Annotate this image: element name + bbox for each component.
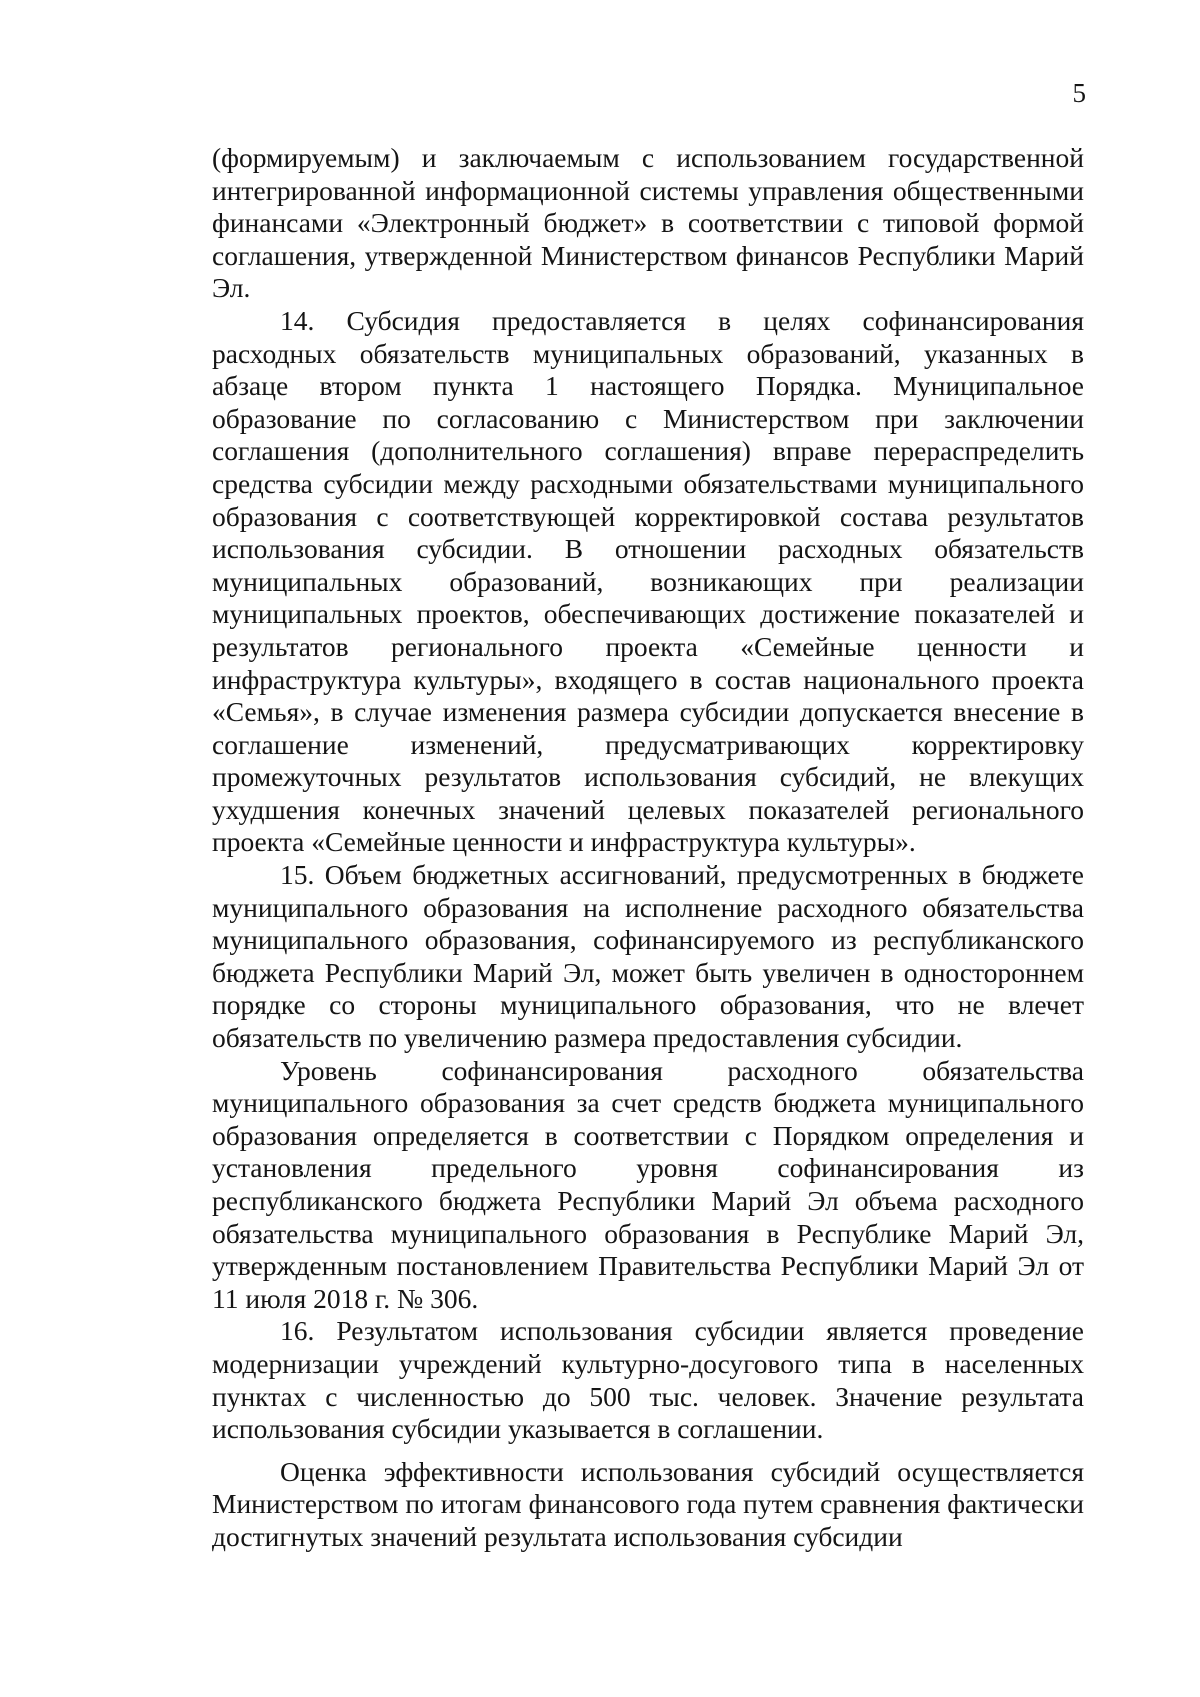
paragraph-item-15: 15. Объем бюджетных ассигнований, предусмотренных в бюджете муниципального образования на исполнение расходного обязательства муниципального образования, софинансируемого из республиканского бюджета Республики Марий Эл, может быть увеличен в одностороннем порядке со стороны муниципального образования, что не влечет обязательств по увеличению размера предоставления субсидии.	[212, 859, 1084, 1054]
page-number: 5	[1072, 78, 1086, 108]
paragraph-efficiency-evaluation: Оценка эффективности использования субсидий осуществляется Министерством по итогам финансового года путем сравнения фактически достигнутых значений результата использования субсидии	[212, 1455, 1084, 1552]
paragraph-item-16: 16. Результатом использования субсидии является проведение модернизации учреждений культурно-досугового типа в населенных пунктах с численностью до 500 тыс. человек. Значение результата использования субсидии указывается в соглашении.	[212, 1315, 1084, 1445]
document-body	[212, 142, 1084, 1554]
paragraph-cofinancing-level: Уровень софинансирования расходного обязательства муниципального образования за счет средств бюджета муниципального образования определяется в соответствии с Порядком определения и установления предельного уровня софинансирования из республиканского бюджета Республики Марий Эл объема расходного обязательства муниципального образования в Республике Марий Эл, утвержденным постановлением Правительства Республики Марий Эл от 11 июля 2018 г. № 306.	[212, 1054, 1084, 1314]
paragraph-continuation: (формируемым) и заключаемым с использованием государственной интегрированной информационной системы управления общественными финансами «Электронный бюджет» в соответствии с типовой формой соглашения, утвержденной Министерством финансов Республики Марий Эл.	[212, 142, 1084, 304]
paragraph-item-14: 14. Субсидия предоставляется в целях софинансирования расходных обязательств муниципальных образований, указанных в абзаце втором пункта 1 настоящего Порядка. Муниципальное образование по согласованию с Министерством при заключении соглашения (дополнительного соглашения) вправе перераспределить средства субсидии между расходными обязательствами муниципального образования с соответствующей корректировкой состава результатов использования субсидии. В отношении расходных обязательств муниципальных образований, возникающих при реализации муниципальных проектов, обеспечивающих достижение показателей и результатов регионального проекта «Семейные ценности и инфраструктура культуры», входящего в состав национального проекта «Семья», в случае изменения размера субсидии допускается внесение в соглашение изменений, предусматривающих корректировку промежуточных результатов использования субсидий, не влекущих ухудшения конечных значений целевых показателей регионального проекта «Семейные ценности и инфраструктура культуры».	[212, 304, 1084, 858]
